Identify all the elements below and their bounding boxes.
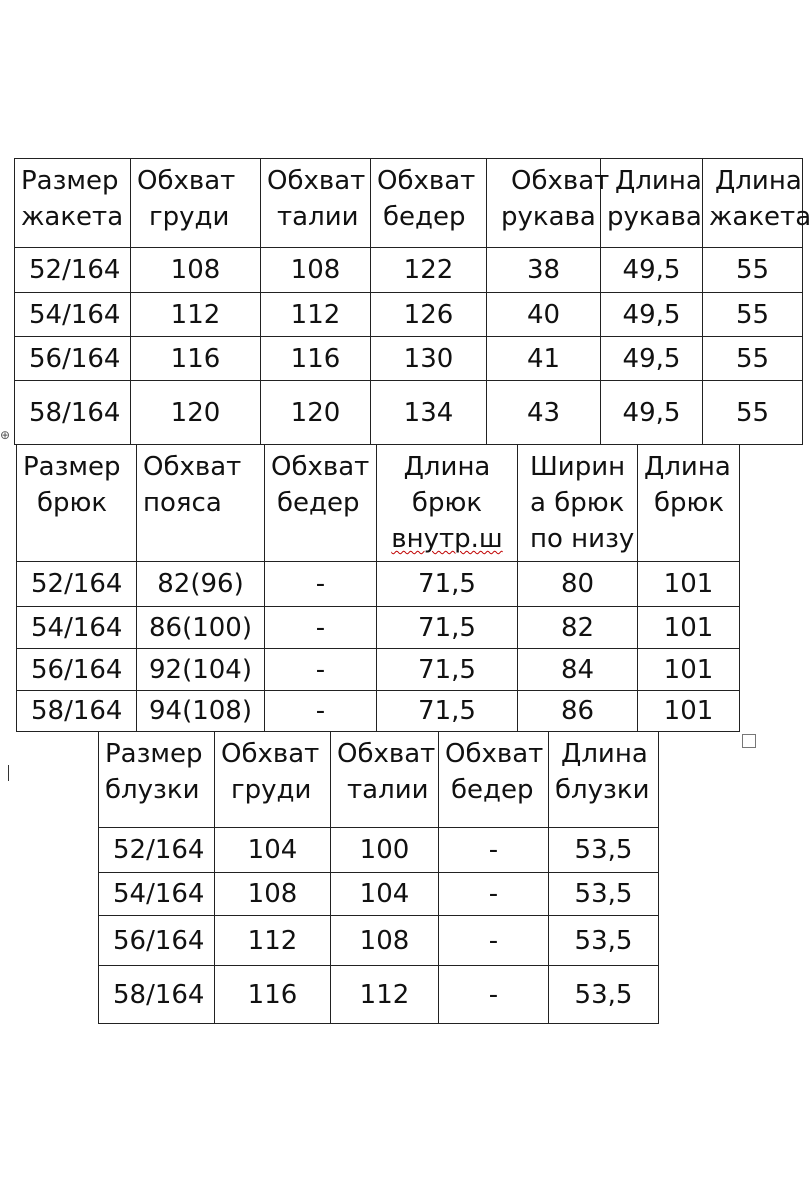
value-cell: 101: [638, 691, 740, 732]
size-cell: 52/164: [17, 562, 137, 607]
header-cell: Длина рукава: [601, 159, 703, 248]
value-cell: -: [439, 966, 549, 1024]
value-cell: 100: [331, 828, 439, 873]
value-cell: 49,5: [601, 248, 703, 293]
value-cell: 112: [261, 293, 371, 337]
value-cell: 112: [331, 966, 439, 1024]
value-cell: 116: [215, 966, 331, 1024]
header-cell: Размер брюк: [17, 445, 137, 562]
header-cell: Размер блузки: [99, 732, 215, 828]
value-cell: 112: [131, 293, 261, 337]
value-cell: 101: [638, 562, 740, 607]
table-move-handle-icon[interactable]: ⊕: [0, 428, 11, 442]
value-cell: 38: [487, 248, 601, 293]
value-cell: 112: [215, 916, 331, 966]
size-cell: 54/164: [99, 873, 215, 916]
jacket-size-table: [14, 158, 811, 445]
value-cell: 108: [331, 916, 439, 966]
table-row: [99, 916, 659, 966]
value-cell: 122: [371, 248, 487, 293]
table-row: [15, 248, 803, 293]
value-cell: 104: [215, 828, 331, 873]
value-cell: 55: [703, 337, 803, 381]
header-cell: Обхват груди: [215, 732, 331, 828]
header-cell: Обхват талии: [331, 732, 439, 828]
value-cell: 71,5: [377, 562, 518, 607]
value-cell: 82: [518, 607, 638, 649]
size-cell: 52/164: [15, 248, 131, 293]
value-cell: 101: [638, 607, 740, 649]
value-cell: -: [265, 607, 377, 649]
value-cell: 41: [487, 337, 601, 381]
value-cell: -: [265, 691, 377, 732]
value-cell: 104: [331, 873, 439, 916]
value-cell: 49,5: [601, 381, 703, 445]
header-cell: Обхват рукава: [487, 159, 601, 248]
value-cell: 108: [131, 248, 261, 293]
blouse-size-table: [98, 731, 659, 1024]
value-cell: 126: [371, 293, 487, 337]
value-cell: 71,5: [377, 691, 518, 732]
table-row: [15, 381, 803, 445]
value-cell: 101: [638, 649, 740, 691]
value-cell: 82(96): [137, 562, 265, 607]
size-cell: 56/164: [15, 337, 131, 381]
table-header-row: [17, 445, 740, 562]
text-cursor: [8, 765, 9, 781]
value-cell: 49,5: [601, 337, 703, 381]
value-cell: 49,5: [601, 293, 703, 337]
size-cell: 54/164: [17, 607, 137, 649]
header-cell: Длина жакета: [703, 159, 803, 248]
table-row: [17, 562, 740, 607]
value-cell: -: [439, 916, 549, 966]
value-cell: 55: [703, 381, 803, 445]
header-cell: Обхват пояса: [137, 445, 265, 562]
trousers-size-table: [16, 444, 740, 732]
header-cell: Обхват бедер: [371, 159, 487, 248]
value-cell: 71,5: [377, 649, 518, 691]
value-cell: 92(104): [137, 649, 265, 691]
value-cell: 53,5: [549, 966, 659, 1024]
value-cell: 86: [518, 691, 638, 732]
header-cell: Ширин а брюк по низу: [518, 445, 638, 562]
size-cell: 58/164: [99, 966, 215, 1024]
table-row: [99, 828, 659, 873]
value-cell: 80: [518, 562, 638, 607]
value-cell: 130: [371, 337, 487, 381]
table-row: [17, 649, 740, 691]
header-cell: Обхват талии: [261, 159, 371, 248]
header-cell: Длина брюк внутр.ш: [377, 445, 518, 562]
table-header-row: [15, 159, 803, 248]
value-cell: 108: [215, 873, 331, 916]
table-row: [99, 873, 659, 916]
value-cell: 71,5: [377, 607, 518, 649]
header-cell: Обхват бедер: [439, 732, 549, 828]
header-cell: Размер жакета: [15, 159, 131, 248]
value-cell: -: [439, 828, 549, 873]
table-row: [17, 691, 740, 732]
size-cell: 52/164: [99, 828, 215, 873]
table-row: [17, 607, 740, 649]
value-cell: 116: [261, 337, 371, 381]
value-cell: 40: [487, 293, 601, 337]
size-cell: 56/164: [99, 916, 215, 966]
table-header-row: [99, 732, 659, 828]
value-cell: 86(100): [137, 607, 265, 649]
value-cell: 134: [371, 381, 487, 445]
table-row: [15, 293, 803, 337]
size-cell: 54/164: [15, 293, 131, 337]
value-cell: 116: [131, 337, 261, 381]
header-cell: Обхват бедер: [265, 445, 377, 562]
value-cell: 120: [261, 381, 371, 445]
header-cell: Длина брюк: [638, 445, 740, 562]
value-cell: 94(108): [137, 691, 265, 732]
value-cell: 53,5: [549, 916, 659, 966]
table-resize-handle[interactable]: [742, 734, 756, 748]
value-cell: 120: [131, 381, 261, 445]
header-cell: Длина блузки: [549, 732, 659, 828]
value-cell: 108: [261, 248, 371, 293]
header-cell: Обхват груди: [131, 159, 261, 248]
table-row: [99, 966, 659, 1024]
value-cell: -: [439, 873, 549, 916]
value-cell: 53,5: [549, 873, 659, 916]
size-cell: 58/164: [17, 691, 137, 732]
value-cell: -: [265, 562, 377, 607]
value-cell: 55: [703, 293, 803, 337]
size-cell: 58/164: [15, 381, 131, 445]
table-row: [15, 337, 803, 381]
value-cell: 43: [487, 381, 601, 445]
value-cell: -: [265, 649, 377, 691]
value-cell: 53,5: [549, 828, 659, 873]
size-cell: 56/164: [17, 649, 137, 691]
value-cell: 84: [518, 649, 638, 691]
value-cell: 55: [703, 248, 803, 293]
